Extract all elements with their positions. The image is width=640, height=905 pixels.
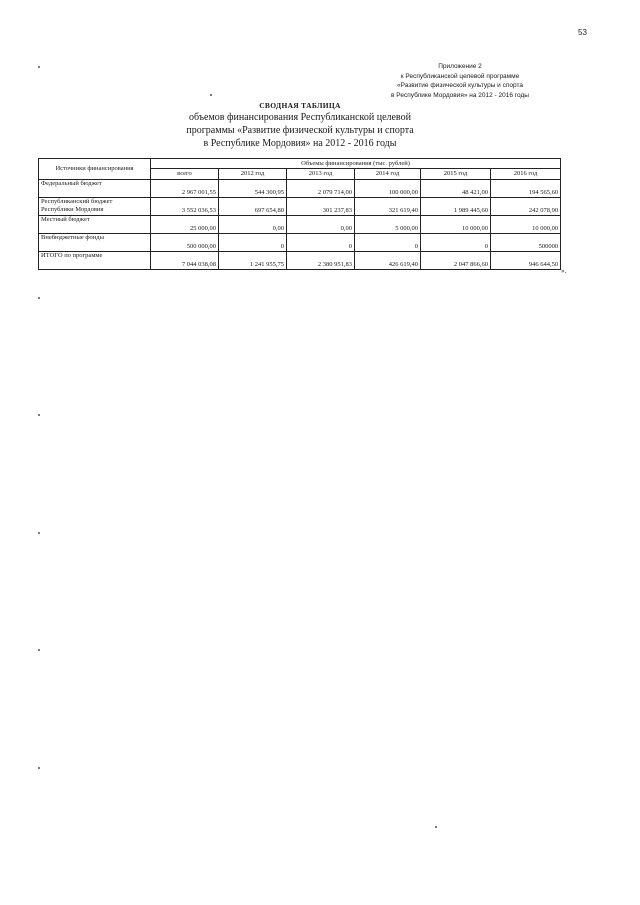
- scan-speck: [38, 414, 40, 416]
- cell-2016: 194 565,60: [491, 180, 561, 198]
- cell-2015: 0: [421, 234, 491, 252]
- cell-2014: 5 000,00: [355, 216, 421, 234]
- cell-2013: 2 079 714,00: [287, 180, 355, 198]
- scan-speck: [38, 767, 40, 769]
- scan-speck: [210, 94, 212, 96]
- cell-2013: 0,00: [287, 216, 355, 234]
- document-title: [150, 101, 450, 150]
- table-row-local: [39, 216, 561, 234]
- cell-2012: 1 241 955,75: [219, 252, 287, 270]
- source-column-header: Источники финансирования: [39, 159, 151, 180]
- cell-2012: 697 654,80: [219, 198, 287, 216]
- appendix-line: к Республиканской целевой программе: [400, 72, 520, 80]
- row-source: [39, 252, 151, 270]
- title-line: в Республике Мордовия» на 2012 - 2016 годы: [203, 138, 397, 149]
- cell-2016: 242 078,90: [491, 198, 561, 216]
- table-row-total: [39, 252, 561, 270]
- cell-2013: 0: [287, 234, 355, 252]
- cell-2014: 100 000,00: [355, 180, 421, 198]
- appendix-line: «Развитие физической культуры и спорта: [396, 82, 523, 89]
- column-header-total: всего: [151, 169, 219, 180]
- cell-2016: 500000: [491, 234, 561, 252]
- row-source-line: Местный бюджет: [41, 216, 90, 223]
- column-header-2014: 2014 год: [355, 169, 421, 180]
- cell-2015: 10 000,00: [421, 216, 491, 234]
- appendix-line: Приложение 2: [438, 63, 482, 70]
- title-main: СВОДНАЯ ТАБЛИЦА: [259, 101, 341, 110]
- title-line: объемов финансирования Республиканской целевой: [189, 112, 411, 123]
- financing-table: [38, 158, 561, 270]
- row-source-line: ИТОГО по программе: [41, 252, 103, 259]
- cell-2016: 10 000,00: [491, 216, 561, 234]
- row-source: [39, 216, 151, 234]
- row-source: [39, 234, 151, 252]
- title-line: программы «Развитие физической культуры и спорта: [186, 125, 414, 136]
- row-source-line: Республиканский бюджет: [41, 198, 113, 205]
- table-row-extrabudgetary: [39, 234, 561, 252]
- cell-2012: 0: [219, 234, 287, 252]
- cell-total: 25 000,00: [151, 216, 219, 234]
- page-number: 53: [578, 28, 587, 37]
- cell-2014: 0: [355, 234, 421, 252]
- cell-2015: 1 989 445,60: [421, 198, 491, 216]
- cell-total: 2 967 001,55: [151, 180, 219, 198]
- scan-speck: [38, 532, 40, 534]
- scan-speck: [38, 66, 40, 68]
- cell-2016: 946 644,50: [491, 252, 561, 270]
- column-header-2015: 2015 год: [421, 169, 491, 180]
- cell-2012: 544 300,95: [219, 180, 287, 198]
- column-header-2013: 2013 год: [287, 169, 355, 180]
- row-source: [39, 198, 151, 216]
- cell-total: 3 552 036,53: [151, 198, 219, 216]
- row-source-line: Внебюджетные фонды: [41, 234, 104, 241]
- column-header-2016: 2016 год: [491, 169, 561, 180]
- table-row-republican: [39, 198, 561, 216]
- financing-group-header: Объемы финансирования (тыс. рублей): [151, 159, 561, 169]
- scan-speck: [435, 826, 437, 828]
- cell-2012: 0,00: [219, 216, 287, 234]
- cell-total: 7 044 038,08: [151, 252, 219, 270]
- cell-2014: 426 619,40: [355, 252, 421, 270]
- row-source-line: Федеральный бюджет: [41, 180, 102, 187]
- row-source: [39, 180, 151, 198]
- scan-speck: [38, 649, 40, 651]
- cell-2013: 2 380 951,83: [287, 252, 355, 270]
- cell-2013: 301 237,83: [287, 198, 355, 216]
- appendix-line: в Республике Мордовия» на 2012 - 2016 годы: [391, 91, 529, 99]
- column-header-2012: 2012 год: [219, 169, 287, 180]
- cell-2014: 321 619,40: [355, 198, 421, 216]
- closing-quote-mark: ».: [561, 267, 567, 275]
- cell-2015: 2 047 866,60: [421, 252, 491, 270]
- row-source-line: Республики Мордовия: [41, 206, 104, 213]
- appendix-note: [360, 62, 560, 100]
- cell-total: 500 000,00: [151, 234, 219, 252]
- cell-2015: 48 421,00: [421, 180, 491, 198]
- scan-speck: [38, 297, 40, 299]
- table-row-federal: [39, 180, 561, 198]
